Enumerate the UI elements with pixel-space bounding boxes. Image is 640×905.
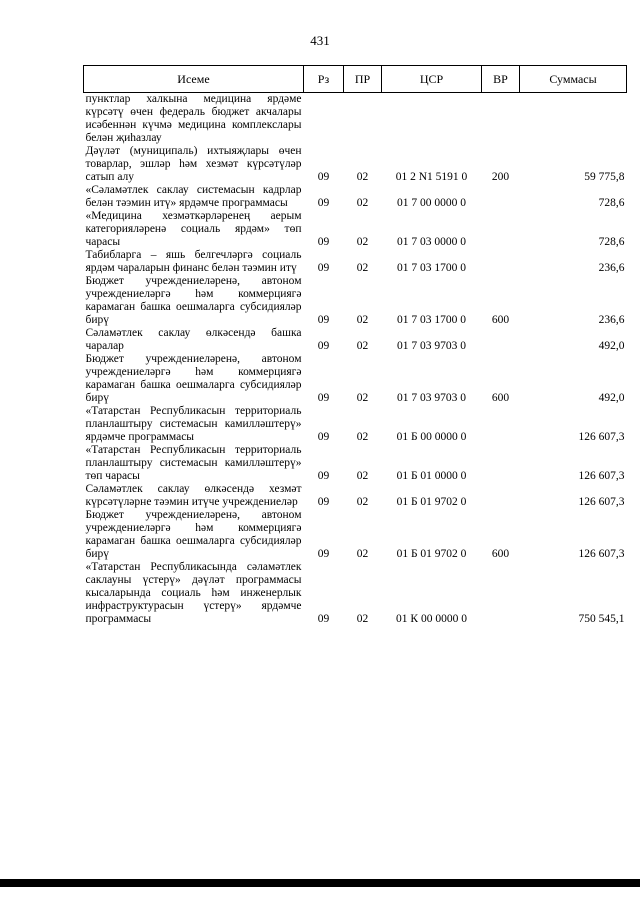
table-row [84, 327, 627, 353]
cell-name: Бюджет учреждениеләренә, автоном учреждениеләргә һәм коммерциягә карамаган башка оешмаларга субсидияләр бирү [85, 353, 302, 404]
cell-name: пунктлар халкына медицина ярдәме күрсәтү өчен федераль бюджет акчалары исәбеннән күчмә медицина комплекслары белән җиһазлау [85, 93, 302, 144]
table-row [84, 210, 627, 249]
cell-csr: 01 7 03 0000 0 [397, 236, 466, 248]
cell-vr [482, 483, 520, 509]
cell-vr [482, 444, 520, 483]
cell-vr [482, 561, 520, 626]
table-row [84, 249, 627, 275]
cell-vr [482, 327, 520, 353]
cell-rz: 09 [317, 236, 330, 248]
table-row [84, 561, 627, 626]
cell-rz: 09 [317, 262, 330, 274]
cell-name: Сәламәтлек саклау өлкәсендә хезмәт күрсәтүләрне тәэмин итүче учреждениеләр [85, 483, 302, 508]
cell-vr: 600 [491, 548, 510, 560]
cell-csr: 01 Б 01 0000 0 [396, 470, 467, 482]
cell-sum: 59 775,8 [584, 171, 625, 183]
cell-sum: 492,0 [598, 340, 625, 352]
cell-csr: 01 7 03 9703 0 [397, 392, 466, 404]
cell-sum: 126 607,3 [578, 431, 625, 443]
cell-sum: 126 607,3 [578, 548, 625, 560]
cell-name: Сәламәтлек саклау өлкәсендә башка чаралар [85, 327, 302, 352]
cell-pr: 02 [356, 548, 369, 560]
budget-table [83, 65, 627, 626]
cell-sum: 236,6 [598, 262, 625, 274]
cell-pr: 02 [356, 262, 369, 274]
cell-name: «Сәламәтлек саклау системасын кадрлар белән тәэмин итү» ярдәмче программасы [85, 184, 302, 209]
header-name: Исеме [84, 66, 304, 93]
cell-sum: 126 607,3 [578, 496, 625, 508]
cell-name: Бюджет учреждениеләренә, автоном учреждениеләргә һәм коммерциягә карамаган башка оешмаларга субсидияләр бирү [85, 509, 302, 560]
cell-rz: 09 [317, 314, 330, 326]
cell-rz: 09 [317, 431, 330, 443]
cell-csr: 01 7 03 1700 0 [397, 314, 466, 326]
table-row [84, 483, 627, 509]
cell-sum: 236,6 [598, 314, 625, 326]
cell-rz: 09 [317, 340, 330, 352]
cell-sum: 126 607,3 [578, 470, 625, 482]
header-sum: Суммасы [520, 66, 627, 93]
cell-vr: 600 [491, 392, 510, 404]
cell-sum: 728,6 [598, 236, 625, 248]
cell-vr: 200 [491, 171, 510, 183]
cell-sum: 750 545,1 [578, 613, 625, 625]
cell-name: «Татарстан Республикасын территориаль планлаштыру системасын камилләштерү» төп чарасы [85, 444, 302, 482]
header-csr: ЦСР [382, 66, 482, 93]
cell-pr: 02 [356, 314, 369, 326]
table-row [84, 145, 627, 184]
table-row [84, 353, 627, 405]
cell-csr: 01 К 00 0000 0 [396, 613, 467, 625]
cell-csr: 01 7 03 9703 0 [397, 340, 466, 352]
cell-csr: 01 Б 00 0000 0 [396, 431, 467, 443]
table-row [84, 275, 627, 327]
page-bottom-border [0, 879, 640, 887]
cell-pr: 02 [356, 392, 369, 404]
cell-name: «Медицина хезмәткәрләренең аерым категорияләренә социаль ярдәм» төп чарасы [85, 210, 302, 248]
cell-name: «Татарстан Республикасын территориаль планлаштыру системасын камилләштерү» ярдәмче программасы [85, 405, 302, 443]
cell-rz: 09 [317, 548, 330, 560]
cell-vr [482, 405, 520, 444]
header-pr: ПР [344, 66, 382, 93]
page-number: 431 [310, 33, 330, 48]
cell-csr [382, 93, 482, 146]
cell-rz: 09 [317, 613, 330, 625]
cell-csr: 01 Б 01 9702 0 [396, 548, 467, 560]
cell-name: Бюджет учреждениеләренә, автоном учреждениеләргә һәм коммерциягә карамаган башка оешмаларга субсидияләр бирү [85, 275, 302, 326]
cell-csr: 01 7 03 1700 0 [397, 262, 466, 274]
cell-pr: 02 [356, 431, 369, 443]
table-row [84, 405, 627, 444]
cell-pr: 02 [356, 340, 369, 352]
cell-name: Табибларга – яшь белгечләргә социаль ярдәм чараларын финанс белән тәэмин итү [85, 249, 302, 274]
cell-vr [482, 249, 520, 275]
cell-vr: 600 [491, 314, 510, 326]
table-row [84, 509, 627, 561]
cell-pr: 02 [356, 496, 369, 508]
table-row [84, 444, 627, 483]
cell-rz [304, 93, 344, 146]
cell-sum: 728,6 [598, 197, 625, 209]
cell-name: Дәүләт (муниципаль) ихтыяҗлары өчен товарлар, эшләр һәм хезмәт күрсәтүләр сатып алу [85, 145, 302, 183]
table-row [84, 93, 627, 146]
cell-vr [482, 184, 520, 210]
cell-rz: 09 [317, 470, 330, 482]
cell-csr: 01 7 00 0000 0 [397, 197, 466, 209]
cell-sum: 492,0 [598, 392, 625, 404]
table-row [84, 184, 627, 210]
header-rz: Рз [304, 66, 344, 93]
cell-pr: 02 [356, 171, 369, 183]
table-header-row [84, 66, 627, 93]
cell-vr [482, 210, 520, 249]
cell-pr: 02 [356, 197, 369, 209]
cell-pr [344, 93, 382, 146]
cell-rz: 09 [317, 171, 330, 183]
cell-sum [520, 93, 627, 146]
cell-pr: 02 [356, 236, 369, 248]
cell-rz: 09 [317, 496, 330, 508]
cell-pr: 02 [356, 470, 369, 482]
cell-pr: 02 [356, 613, 369, 625]
cell-rz: 09 [317, 197, 330, 209]
cell-name: «Татарстан Республикасында сәламәтлек саклауны үстерү» дәүләт программасы кысаларында социаль һәм инженерлык инфраструктурасын үстерү» ярдәмче программасы [85, 561, 302, 625]
header-vr: ВР [482, 66, 520, 93]
cell-vr [482, 93, 520, 146]
cell-csr: 01 Б 01 9702 0 [396, 496, 467, 508]
cell-rz: 09 [317, 392, 330, 404]
cell-csr: 01 2 N1 5191 0 [395, 171, 468, 183]
